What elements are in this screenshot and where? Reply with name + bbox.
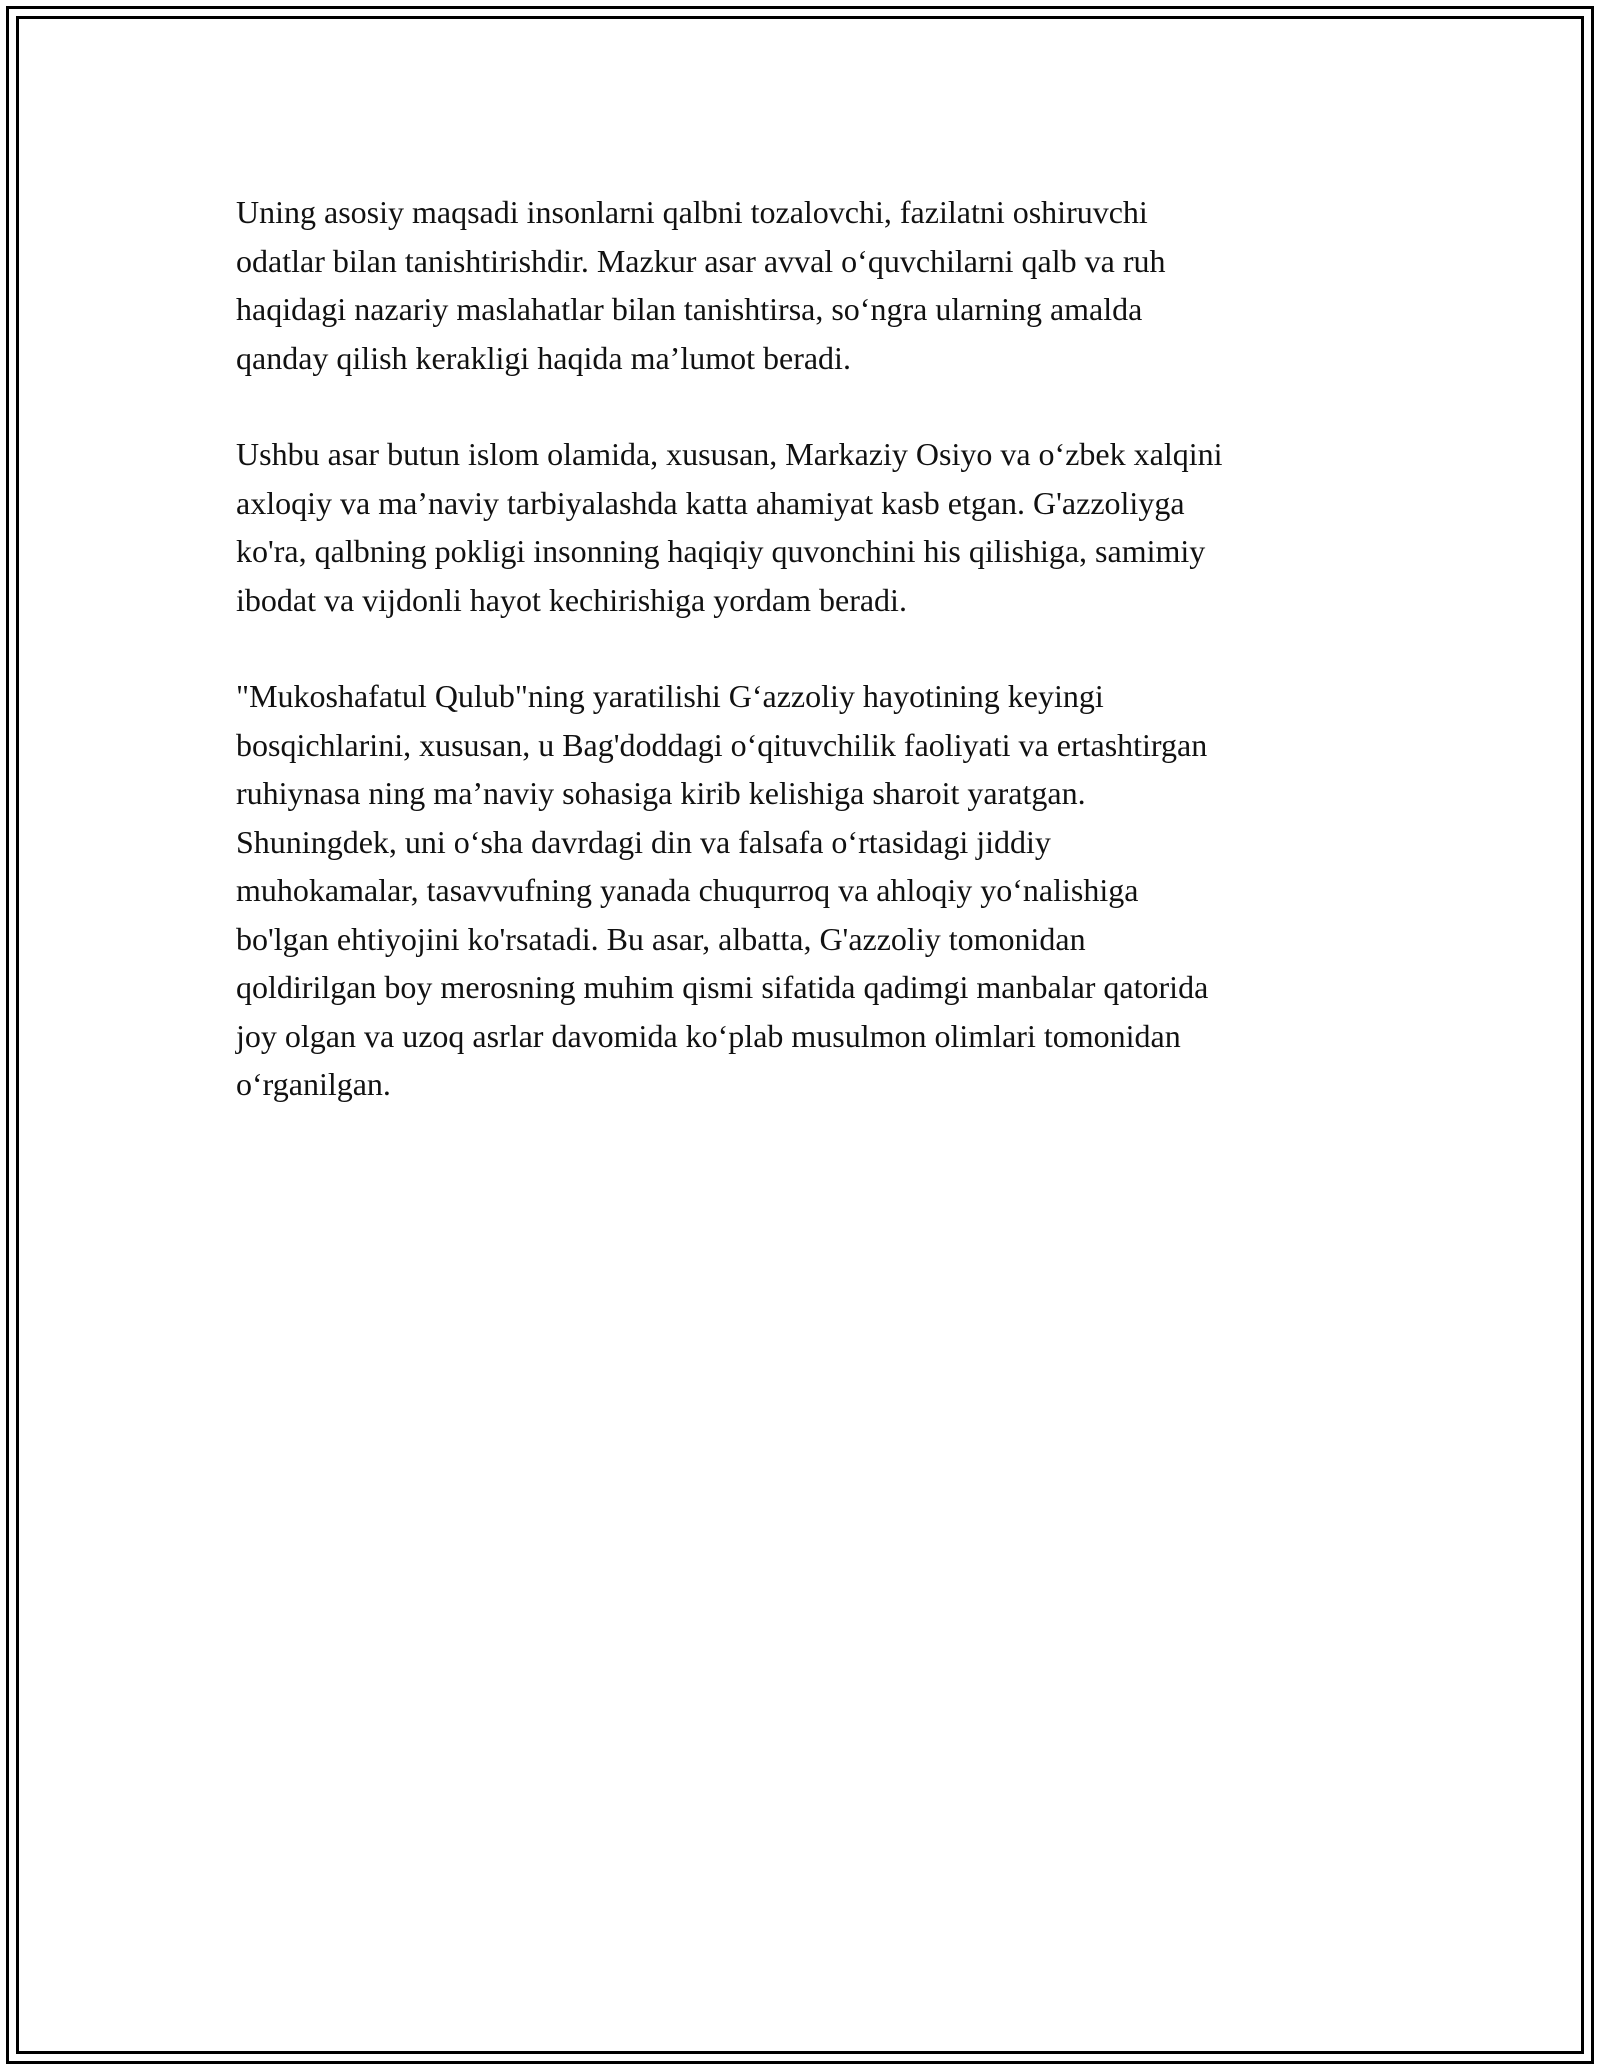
paragraph-3: "Mukoshafatul Qulub"ning yaratilishi G‘azzoliy hayotining keyingi bosqichlarini, xususan, u Bag'doddagi o‘qituvchilik faoliyati va ertashtirgan ruhiynasa ning ma’naviy sohasiga kirib kelishiga sharoit yaratgan. Shuningdek, uni o‘sha davrdagi din va falsafa o‘rtasidagi jiddiy muhokamalar, tasavvufning yanada chuqurroq va ahloqiy yo‘nalishiga bo'lgan ehtiyojini ko'rsatadi. Bu asar, albatta, G'azzoliy tomonidan qoldirilgan boy merosning muhim qismi sifatida qadimgi manbalar qatorida joy olgan va uzoq asrlar davomida ko‘plab musulmon olimlari tomonidan o‘rganilgan. xyxy=(236,678,1209,1102)
document-body xyxy=(236,188,1376,1157)
paragraph-2: Ushbu asar butun islom olamida, xususan, Markaziy Osiyo va o‘zbek xalqini axloqiy va ma’naviy tarbiyalashda katta ahamiyat kasb etgan. G'azzoliyga ko'ra, qalbning pokligi insonning haqiqiy quvonchini his qilishiga, samimiy ibodat va vijdonli hayot kechirishiga yordam beradi. xyxy=(236,436,1223,618)
paragraph-1: Uning asosiy maqsadi insonlarni qalbni tozalovchi, fazilatni oshiruvchi odatlar bilan tanishtirishdir. Mazkur asar avval o‘quvchilarni qalb va ruh haqidagi nazariy maslahatlar bilan tanishtirsa, so‘ngra ularning amalda qanday qilish kerakligi haqida ma’lumot beradi. xyxy=(236,194,1166,376)
